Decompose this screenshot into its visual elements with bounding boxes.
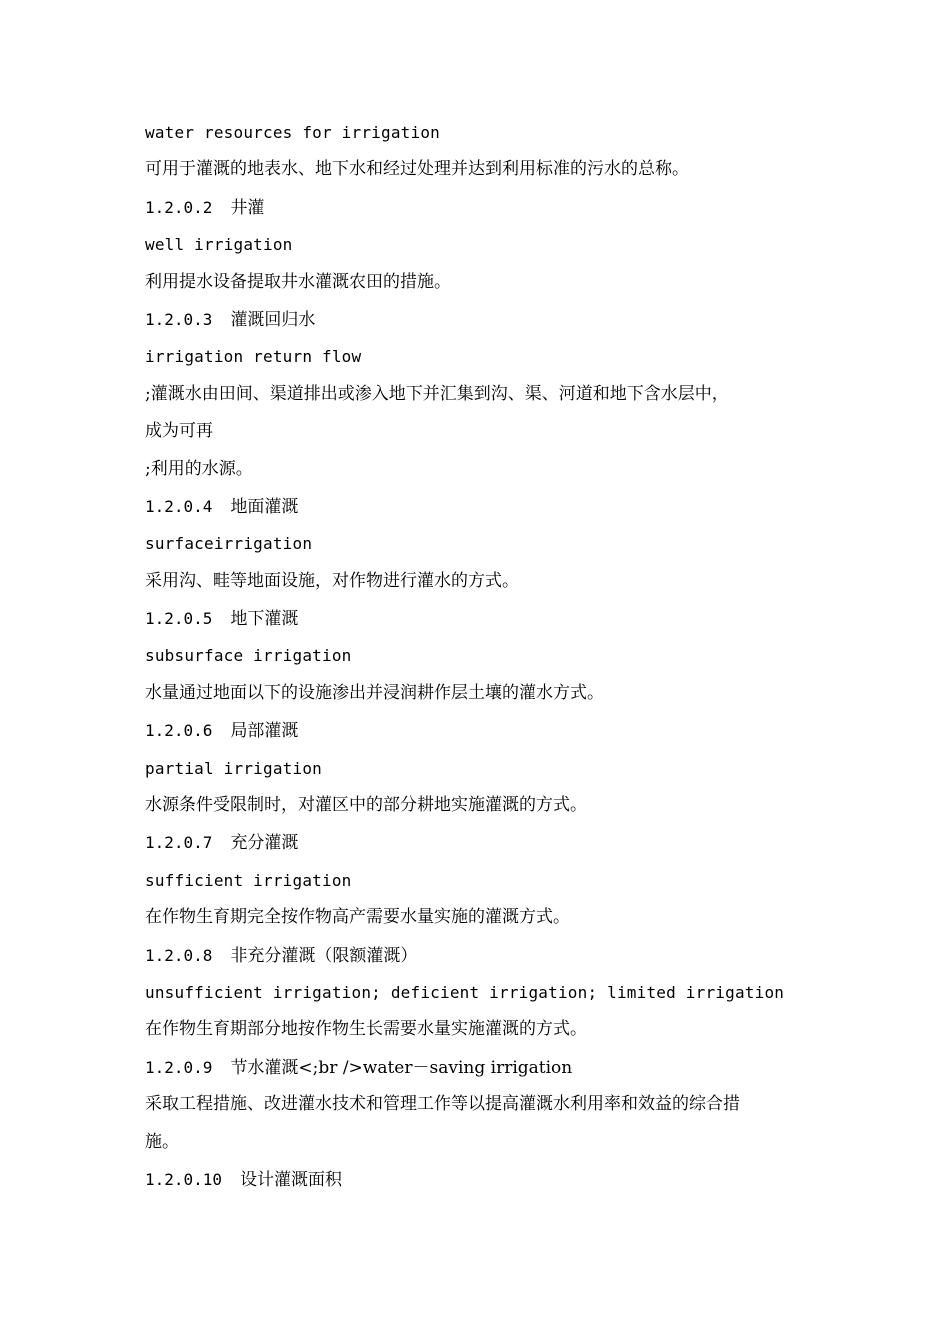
definition-text: 采取工程措施、改进灌水技术和管理工作等以提高灌溉水利用率和效益的综合措	[145, 1094, 740, 1115]
english-term: unsufficient irrigation; deficient irrigation; limited irrigation	[145, 982, 785, 1002]
definition-text: 在作物生育期完全按作物高产需要水量实施的灌溉方式。	[145, 907, 570, 928]
section-title: 节水灌溉<;br />water－saving irrigation	[230, 1057, 573, 1078]
definition-text: 在作物生育期部分地按作物生长需要水量实施灌溉的方式。	[145, 1019, 587, 1040]
section-number: 1.2.0.9	[145, 1057, 213, 1077]
section-title: 灌溉回归水	[230, 309, 316, 330]
section-heading	[145, 937, 825, 974]
section-number: 1.2.0.6	[145, 721, 213, 741]
definition-text: 利用提水设备提取井水灌溉农田的措施。	[145, 271, 451, 292]
section-number: 1.2.0.7	[145, 833, 213, 853]
definition-text: 水量通过地面以下的设施渗出并浸润耕作层土壤的灌水方式。	[145, 682, 604, 703]
section-title: 非充分灌溉（限额灌溉）	[230, 945, 418, 966]
section-number: 1.2.0.5	[145, 609, 213, 629]
english-term: irrigation return flow	[145, 347, 362, 367]
section-number: 1.2.0.10	[145, 1169, 223, 1189]
definition-text: 成为可再	[145, 421, 213, 442]
section-heading	[145, 1049, 825, 1086]
section-heading	[145, 488, 825, 525]
definition-text: 可用于灌溉的地表水、地下水和经过处理并达到利用标准的污水的总称。	[145, 159, 689, 180]
english-term: well irrigation	[145, 235, 293, 255]
definition-text: ;灌溉水由田间、渠道排出或渗入地下并汇集到沟、渠、河道和地下含水层中，	[145, 383, 729, 404]
section-heading	[145, 712, 825, 749]
english-term: partial irrigation	[145, 758, 322, 778]
document-body	[145, 114, 825, 1198]
english-term: sufficient irrigation	[145, 870, 352, 890]
section-title: 充分灌溉	[230, 833, 299, 854]
section-number: 1.2.0.4	[145, 496, 213, 516]
english-term: subsurface irrigation	[145, 646, 352, 666]
section-title: 地面灌溉	[230, 496, 299, 517]
section-title: 设计灌溉面积	[240, 1169, 343, 1190]
section-heading	[145, 189, 825, 226]
section-heading	[145, 301, 825, 338]
definition-text: 水源条件受限制时，对灌区中的部分耕地实施灌溉的方式。	[145, 795, 587, 816]
definition-text: ;利用的水源。	[145, 458, 253, 479]
section-title: 地下灌溉	[230, 609, 299, 630]
section-heading	[145, 824, 825, 861]
section-heading	[145, 1161, 825, 1198]
english-term: surfaceirrigation	[145, 534, 313, 554]
definition-text: 施。	[145, 1131, 179, 1152]
english-term: water resources for irrigation	[145, 123, 440, 142]
section-title: 井灌	[230, 197, 265, 218]
section-number: 1.2.0.2	[145, 197, 213, 217]
section-heading	[145, 600, 825, 637]
section-number: 1.2.0.8	[145, 945, 213, 965]
section-title: 局部灌溉	[230, 721, 299, 742]
section-number: 1.2.0.3	[145, 309, 213, 329]
definition-text: 采用沟、畦等地面设施，对作物进行灌水的方式。	[145, 570, 519, 591]
